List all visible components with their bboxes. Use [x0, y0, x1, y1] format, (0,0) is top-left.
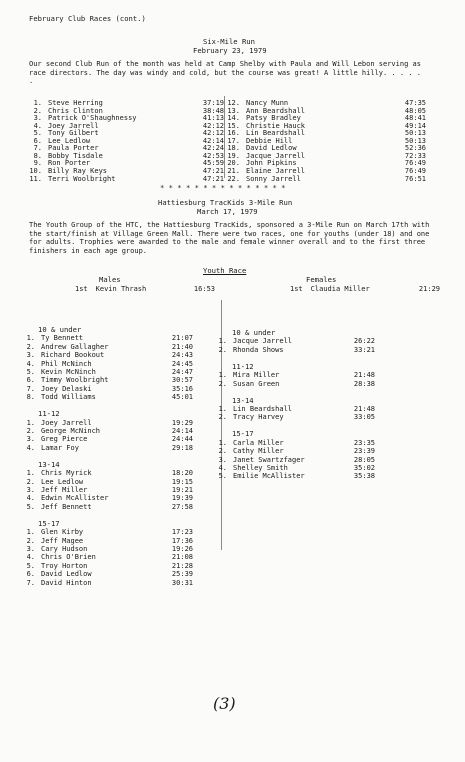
runner-name: Phil McNinch [41, 359, 92, 368]
place: 2. [26, 477, 35, 486]
list-item [21, 553, 193, 561]
runner-name: Joey Jarrell [41, 418, 92, 427]
finish-time: 21:48 [353, 371, 375, 380]
place: 16. [227, 129, 240, 138]
list-item [21, 385, 193, 393]
runner-name: Glen Kirby [41, 528, 84, 537]
finish-time: 17:36 [171, 536, 193, 545]
finish-time: 37:19 [202, 99, 224, 107]
finish-time: 49:14 [404, 121, 426, 130]
youth-race-heading: Youth Race [203, 266, 247, 275]
runner-name: Andrew Gallagher [41, 342, 109, 351]
place: 4. [26, 359, 35, 368]
finish-time: 76:49 [404, 159, 426, 168]
runner-name: Nancy Munn [246, 99, 289, 107]
runner-name: Debbie Hill [246, 136, 293, 145]
place: 1. [218, 371, 227, 380]
finish-time: 76:49 [404, 166, 426, 175]
runner-name: Lin Beardshall [246, 129, 306, 138]
runner-name: Mira Miller [233, 371, 280, 380]
place: 5. [26, 368, 35, 376]
place: 10. [29, 166, 42, 175]
runner-name: Elaine Jarrell [246, 166, 306, 175]
place: 19. [227, 151, 240, 160]
finish-time: 48:41 [404, 114, 426, 123]
list-item [21, 419, 193, 427]
runner-name: Lee Ledlow [48, 136, 91, 145]
finish-time: 42:24 [202, 144, 224, 153]
finish-time: 30:57 [171, 376, 193, 385]
finish-time: 19:15 [171, 477, 193, 486]
runner-name: Tracy Harvey [233, 413, 284, 422]
runner-name: Emilie McAllister [233, 472, 305, 481]
list-item [28, 175, 224, 183]
age-group-label: 13-14 [38, 459, 60, 469]
finish-time: 21:40 [171, 342, 193, 351]
runner-name: Cathy Miller [233, 447, 284, 456]
place: 6. [33, 136, 42, 145]
runner-name: Terri Woolbright [48, 174, 116, 183]
page-header: February Club Races (cont.) [29, 14, 146, 23]
list-item [213, 371, 375, 379]
finish-time: 42:53 [202, 151, 224, 160]
place: 2. [26, 536, 35, 545]
list-item [21, 562, 193, 570]
finish-time: 19:21 [171, 486, 193, 494]
page-number: (3) [213, 694, 236, 713]
place: 4. [26, 494, 35, 503]
females-heading: Females [306, 275, 337, 284]
runner-name: Paula Porter [48, 144, 99, 153]
list-item [213, 413, 375, 421]
finish-time: 24:44 [171, 435, 193, 444]
finish-time: 41:13 [202, 114, 224, 123]
place: 3. [218, 455, 227, 464]
place: 2. [33, 106, 42, 115]
place: 3. [26, 486, 35, 494]
runner-name: Susan Green [233, 379, 280, 388]
runner-name: Ty Bennett [41, 334, 84, 343]
runner-name: Christie Hauck [246, 121, 306, 130]
list-item [21, 368, 193, 376]
runner-name: David Ledlow [246, 144, 297, 153]
finish-time: 42:14 [202, 136, 224, 145]
finish-time: 24:43 [171, 351, 193, 360]
finish-time: 23:39 [353, 447, 375, 456]
runner-name: Richard Bookout [41, 351, 105, 360]
place: 3. [26, 545, 35, 553]
runner-name: Shelley Smith [233, 464, 288, 472]
finish-time: 29:18 [171, 443, 193, 452]
place: 1. [33, 99, 42, 107]
finish-time: 17:23 [171, 528, 193, 537]
place: 2. [218, 447, 227, 456]
place: 5. [33, 129, 42, 138]
finish-time: 24:47 [171, 368, 193, 376]
place: 1. [26, 418, 35, 427]
female-winner-place: 1st [290, 285, 303, 293]
place: 5. [26, 561, 35, 570]
place: 17. [227, 136, 240, 145]
runner-name: Kevin McNinch [41, 368, 96, 376]
list-item [21, 360, 193, 368]
six-mile-title: Six-Mile Run [203, 37, 255, 46]
finish-time: 19:39 [171, 494, 193, 503]
trackids-paragraph: The Youth Group of the HTC, the Hattiesburg TracKids, sponsored a 3-Mile Run on March 17th with the start/finish at Village Green Mall. There were two races, one for youths (under 18) and one for adults. Trophies were awarded to the male and female winner overall and to the first three finishers in each age group. [29, 221, 430, 255]
place: 2. [218, 413, 227, 422]
runner-name: Tony Gilbert [48, 129, 99, 138]
place: 11. [29, 174, 42, 183]
place: 13. [227, 106, 240, 115]
runner-name: Greg Pierce [41, 435, 88, 444]
list-item [21, 427, 193, 435]
list-item [21, 478, 193, 486]
list-item [21, 503, 193, 511]
list-item [226, 175, 426, 183]
runner-name: Jacque Jarrell [233, 337, 293, 346]
age-group-label: 10 & under [232, 328, 276, 337]
runner-name: Chris Myrick [41, 469, 92, 478]
finish-time: 33:21 [353, 345, 375, 354]
list-item [21, 469, 193, 477]
runner-name: Jeff Bennett [41, 502, 92, 511]
finish-time: 72:33 [404, 151, 426, 160]
list-item [213, 472, 375, 480]
finish-time: 24:45 [171, 359, 193, 368]
place: 1. [218, 438, 227, 447]
six-mile-paragraph: Our second Club Run of the month was held at Camp Shelby with Paula and Will Lebon serving as race directors. The day was windy and cold, but the course was great! A little hilly. . . . . . [29, 60, 421, 86]
males-heading: Males [99, 275, 121, 284]
finish-time: 21:07 [171, 334, 193, 343]
list-item [21, 435, 193, 443]
place: 6. [26, 376, 35, 385]
finish-time: 19:29 [171, 418, 193, 427]
finish-time: 42:12 [202, 121, 224, 130]
place: 22. [227, 174, 240, 183]
place: 4. [26, 443, 35, 452]
place: 2. [26, 427, 35, 435]
finish-time: 47:35 [404, 99, 426, 107]
finish-time: 42:12 [202, 129, 224, 138]
runner-name: Ron Porter [48, 159, 91, 168]
place: 8. [33, 151, 42, 160]
finish-time: 21:28 [171, 561, 193, 570]
age-group-label: 11-12 [38, 409, 60, 419]
place: 14. [227, 114, 240, 123]
finish-time: 19:26 [171, 545, 193, 553]
list-item [21, 486, 193, 494]
finish-time: 18:20 [171, 469, 193, 478]
place: 1. [26, 334, 35, 343]
list-item [213, 380, 375, 388]
place: 1. [218, 405, 227, 413]
runner-name: Patrick O'Shaughnessy [48, 114, 137, 123]
finish-time: 48:05 [404, 106, 426, 115]
place: 7. [26, 384, 35, 393]
runner-name: David Ledlow [41, 570, 92, 579]
place: 5. [26, 502, 35, 511]
female-winner [290, 285, 440, 293]
runner-name: Joey Jarrell [48, 121, 99, 130]
runner-name: Lee Ledlow [41, 477, 84, 486]
runner-name: John Pipkins [246, 159, 297, 168]
list-item [21, 528, 193, 536]
place: 6. [26, 570, 35, 579]
list-item [213, 337, 375, 345]
list-item [21, 579, 193, 587]
runner-name: Chris O'Brien [41, 553, 96, 562]
list-item [21, 537, 193, 545]
list-item [213, 464, 375, 472]
age-group-label: 15-17 [38, 518, 60, 528]
list-item [21, 444, 193, 452]
runner-name: George McNinch [41, 427, 101, 435]
list-item [21, 376, 193, 384]
finish-time: 35:38 [353, 472, 375, 481]
runner-name: Janet Swartzfager [233, 455, 305, 464]
place: 2. [218, 345, 227, 354]
stars-divider: * * * * * * * * * * * * * * * [160, 183, 286, 192]
place: 9. [33, 159, 42, 168]
male-winner-place: 1st [75, 285, 88, 293]
runner-name: Ann Beardshall [246, 106, 306, 115]
list-item [21, 334, 193, 342]
finish-time: 47:21 [202, 166, 224, 175]
place: 12. [227, 99, 240, 107]
runner-name: Cary Hudson [41, 545, 88, 553]
list-item [21, 545, 193, 553]
place: 1. [26, 528, 35, 537]
runner-name: Patsy Bradley [246, 114, 301, 123]
finish-time: 35:16 [171, 384, 193, 393]
runner-name: Bobby Tisdale [48, 151, 103, 160]
runner-name: Jeff Miller [41, 486, 88, 494]
list-item [213, 439, 375, 447]
age-group-label: 13-14 [232, 395, 254, 405]
place: 4. [26, 553, 35, 562]
finish-time: 47:21 [202, 174, 224, 183]
finish-time: 45:01 [171, 393, 193, 402]
runner-name: Lamar Foy [41, 443, 79, 452]
place: 21. [227, 166, 240, 175]
place: 20. [227, 159, 240, 168]
place: 1. [218, 337, 227, 346]
finish-time: 76:51 [404, 174, 426, 183]
runner-name: Timmy Woolbright [41, 376, 109, 385]
trackids-date: March 17, 1979 [197, 207, 258, 216]
place: 7. [33, 144, 42, 153]
runner-name: Rhonda Shows [233, 345, 284, 354]
age-group-label: 10 & under [38, 325, 82, 334]
finish-time: 21:48 [353, 405, 375, 413]
finish-time: 45:59 [202, 159, 224, 168]
trackids-title: Hattiesburg TracKids 3-Mile Run [158, 198, 293, 207]
finish-time: 23:35 [353, 438, 375, 447]
list-item [213, 405, 375, 413]
male-winner [75, 285, 215, 293]
place: 3. [33, 114, 42, 123]
list-item [21, 570, 193, 578]
finish-time: 21:08 [171, 553, 193, 562]
list-item [21, 343, 193, 351]
runner-name: Chris Clinton [48, 106, 103, 115]
runner-name: Joey Delaski [41, 384, 92, 393]
finish-time: 33:05 [353, 413, 375, 422]
finish-time: 30:31 [171, 578, 193, 587]
age-group-label: 11-12 [232, 361, 254, 371]
place: 2. [26, 342, 35, 351]
place: 5. [218, 472, 227, 481]
finish-time: 28:05 [353, 455, 375, 464]
place: 4. [33, 121, 42, 130]
list-item [213, 346, 375, 354]
runner-name: Jeff Magee [41, 536, 84, 545]
place: 8. [26, 393, 35, 402]
runner-name: Jacque Jarrell [246, 151, 306, 160]
runner-name: Sonny Jarrell [246, 174, 301, 183]
male-winner-name: Kevin Thrash [95, 285, 147, 293]
runner-name: Lin Beardshall [233, 405, 293, 413]
place: 7. [26, 578, 35, 587]
age-group-label: 15-17 [232, 429, 254, 439]
place: 18. [227, 144, 240, 153]
finish-time: 25:39 [171, 570, 193, 579]
runner-name: Edwin McAllister [41, 494, 109, 503]
place: 1. [26, 469, 35, 478]
finish-time: 26:22 [353, 337, 375, 346]
column-divider [224, 96, 225, 178]
runner-name: Carla Miller [233, 438, 284, 447]
female-winner-name: Claudia Miller [310, 285, 370, 293]
place: 3. [26, 351, 35, 360]
list-item [213, 447, 375, 455]
place: 15. [227, 121, 240, 130]
runner-name: Todd Williams [41, 393, 96, 402]
runner-name: Troy Horton [41, 561, 88, 570]
runner-name: Billy Ray Keys [48, 166, 108, 175]
finish-time: 28:38 [353, 379, 375, 388]
place: 3. [26, 435, 35, 444]
runner-name: David Hinton [41, 578, 92, 587]
list-item [21, 494, 193, 502]
place: 2. [218, 379, 227, 388]
female-winner-time: 21:29 [418, 285, 440, 293]
finish-time: 52:36 [404, 144, 426, 153]
runner-name: Steve Herring [48, 99, 103, 107]
finish-time: 27:58 [171, 502, 193, 511]
six-mile-date: February 23, 1979 [193, 46, 267, 55]
finish-time: 50:13 [404, 136, 426, 145]
list-item [213, 456, 375, 464]
finish-time: 38:48 [202, 106, 224, 115]
place: 4. [218, 464, 227, 472]
finish-time: 50:13 [404, 129, 426, 138]
finish-time: 35:02 [353, 464, 375, 472]
finish-time: 24:14 [171, 427, 193, 435]
list-item [21, 351, 193, 359]
list-item [21, 393, 193, 401]
male-winner-time: 16:53 [193, 285, 215, 293]
